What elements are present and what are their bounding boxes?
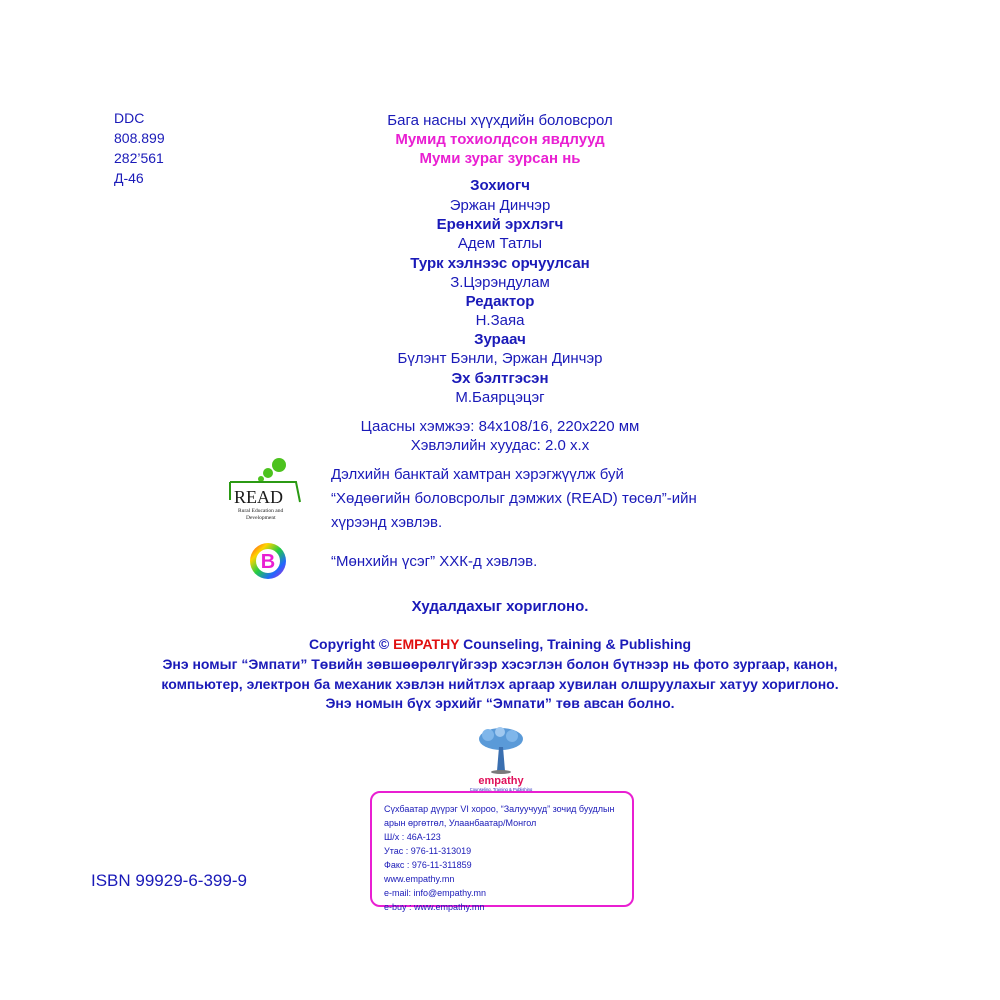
- credit-role-editor: Редактор: [465, 293, 535, 310]
- address-phone: Утас : 976-11-313019: [384, 846, 472, 856]
- empathy-logo: [466, 725, 536, 793]
- credit-name-illustrator: Бүлэнт Бэнли, Эржан Динчэр: [397, 350, 603, 367]
- ddc-author-mark: Д-46: [114, 170, 144, 186]
- credit-role-chief-editor: Ерөнхий эрхлэгч: [436, 216, 564, 233]
- not-for-sale: Худалдахыг хориглоно.: [411, 598, 589, 615]
- read-project-note: [331, 463, 697, 535]
- read-logo-text: READ: [234, 487, 283, 507]
- read-logo: [226, 456, 312, 522]
- address-line-2: арын өргөтгөл, Улаанбаатар/Монгол: [384, 818, 537, 828]
- empathy-logo-name: empathy: [478, 775, 524, 787]
- credit-name-translator: З.Цэрэндулам: [450, 274, 550, 291]
- printer-logo: [248, 541, 288, 581]
- credit-role-prepress: Эх бэлтгэсэн: [451, 370, 549, 387]
- ddc-number: 808.899: [114, 130, 165, 146]
- address-line-1: Сүхбаатар дүүрэг VI хороо, “Залуучууд” зочид буудлын: [384, 804, 615, 814]
- credit-role-author: Зохиогч: [470, 177, 530, 194]
- read-line-1: Дэлхийн банктай хамтран хэрэгжүүлж буй: [331, 466, 624, 483]
- read-logo-subtext-1: Rural Education and: [238, 508, 284, 514]
- tree-icon: [466, 725, 536, 793]
- address-email: e-mail: info@empathy.mn: [384, 888, 487, 898]
- empathy-logo-tagline: Counseling, Training & Publishing: [469, 787, 533, 792]
- copyright-text-3: Энэ номын бүх эрхийг “Эмпати” төв авсан болно.: [325, 695, 675, 711]
- printer-note: “Мөнхийн үсэг” ХХК-д хэвлэв.: [331, 553, 538, 570]
- series-title: Бага насны хүүхдийн боловсрол: [387, 112, 613, 129]
- printer-logo-icon: [248, 541, 288, 581]
- address-fax: Факс : 976-11-311859: [384, 860, 472, 870]
- ddc-label: DDC: [114, 110, 145, 126]
- publisher-address-box: [370, 791, 634, 912]
- address-website: www.empathy.mn: [384, 874, 455, 884]
- address-po-box: Ш/х : 46А-123: [384, 832, 441, 842]
- address-ebuy: e-buy : www.empathy.mn: [384, 902, 485, 912]
- copyright-prefix: Copyright ©: [308, 636, 394, 652]
- copyright-text-1: Энэ номыг “Эмпати” Төвийн зөвшөөрөлгүйгээр хэсэглэн болон бүтнээр нь фото зургаар, канон,: [162, 656, 838, 672]
- credit-name-editor: Н.Заяа: [475, 312, 525, 329]
- credit-name-author: Эржан Динчэр: [449, 197, 551, 214]
- copyright-suffix: Counseling, Training & Publishing: [459, 636, 692, 652]
- copyright-brand: EMPATHY: [393, 636, 460, 652]
- book-title: Мумид тохиолдсон явдлууд: [395, 131, 605, 148]
- credit-role-translator: Турк хэлнээс орчуулсан: [410, 255, 590, 272]
- printer-logo-letter: B: [260, 551, 276, 573]
- read-line-2: “Хөдөөгийн боловсролыг дэмжих (READ) төсөл”-ийн: [331, 490, 697, 507]
- credit-name-chief-editor: Адем Татлы: [457, 235, 543, 252]
- print-sheets: Хэвлэлийн хуудас: 2.0 х.х: [410, 437, 590, 454]
- copyright-line: [0, 636, 1000, 652]
- isbn: ISBN 99929-6-399-9: [91, 871, 247, 890]
- copyright-text-2: компьютер, электрон ба механик хэвлэн нийтлэх аргаар хувилан олшруулахыг хатуу хориглоно.: [161, 676, 839, 692]
- ddc-code: 282’561: [114, 150, 164, 166]
- read-line-3: хүрээнд хэвлэв.: [331, 514, 443, 531]
- credit-name-prepress: М.Баярцэцэг: [455, 389, 545, 406]
- read-logo-icon: [226, 456, 312, 522]
- read-logo-subtext-2: Development: [246, 515, 276, 521]
- book-subtitle: Муми зураг зурсан нь: [419, 150, 581, 167]
- credit-role-illustrator: Зураач: [474, 331, 526, 348]
- paper-size: Цаасны хэмжээ: 84х108/16, 220х220 мм: [360, 418, 640, 435]
